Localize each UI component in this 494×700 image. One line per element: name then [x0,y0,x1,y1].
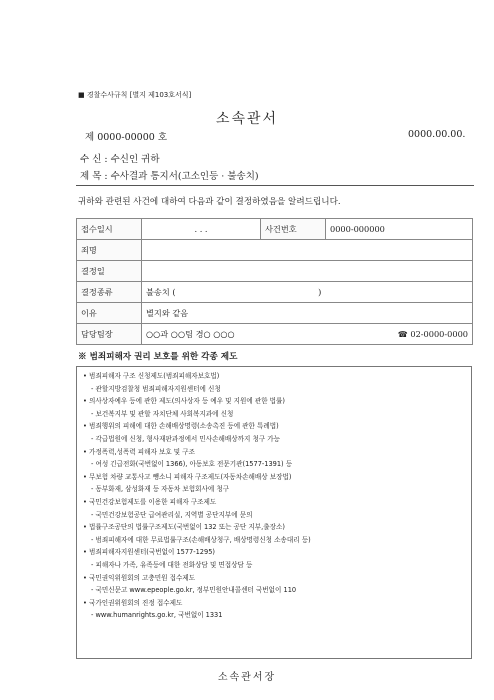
decision-type-label: 결정종류 [77,282,142,303]
form-reference: ■ 경찰수사규칙 [별지 제103호서식] [78,91,192,99]
reason-label: 이유 [77,303,142,324]
document-date: 0000.00.00. [408,129,466,140]
table-row [77,324,473,345]
list-item: • 국민권익위원회의 고충민원 접수제도 - 국민신문고 www.epeople.go.kr, 정부민원안내콜센터 국번없이 110 [83,573,297,595]
issuer-signature: 소속관서장 [217,672,277,683]
list-item: • 국가인권위원회의 진정 접수제도 - www.humanrights.go.kr, 국번없이 1331 [83,598,223,620]
officer-cell [142,324,473,345]
decision-type-cell [142,282,473,303]
decision-type-value: 불송치 ( [146,286,176,297]
list-item: • 국민건강보험제도를 이용한 피해자 구조제도 - 국민건강보험공단 급여관리실, 지역별 공단지부에 문의 [83,497,253,519]
intro-text: 귀하와 관련된 사건에 대하여 다음과 같이 결정하였음을 알려드립니다. [78,197,341,207]
charge-value [142,240,473,261]
decision-date-label: 결정일 [77,261,142,282]
table-row [77,240,473,261]
charge-label: 죄명 [77,240,142,261]
rights-box [76,366,472,659]
phone-icon: ☎ [397,329,408,339]
subject-line: 제 목 : 수사결과 통지서(고소인등 · 불송치) [80,171,259,182]
header-divider [76,185,474,186]
rights-section-title: ※ 범죄피해자 권리 보호를 위한 각종 제도 [78,352,238,362]
document-number: 제 0000-00000 호 [85,132,168,143]
case-info-table [76,218,473,345]
list-item: • 법률구조공단의 법률구조제도(국번없이 132 또는 공단 지부,출장소) - 범죄피해자에 대한 무료법률구조(손해배상청구, 배상명령신청 소송대리 등) [83,523,311,544]
table-row [77,219,473,240]
received-value: . . . [142,219,261,240]
document-title: 소속관서 [215,111,279,127]
phone-value: 02-0000-0000 [410,328,468,339]
case-number-label: 사건번호 [261,219,326,240]
table-row [77,261,473,282]
list-item: • 의사상자예우 등에 관한 제도(의사상자 등 예우 및 지원에 관한 법률) - 보건복지부 및 관할 자치단체 사회복지과에 신청 [83,397,285,418]
decision-date-value [142,261,473,282]
received-label: 접수일시 [77,219,142,240]
decision-type-close: ) [318,286,322,297]
list-item: • 범죄피해자지원센터(국번없이 1577-1295) - 피해자나 가족, 유족등에 대한 전화상담 및 면접상담 등 [83,548,253,569]
table-row [77,282,473,303]
table-row [77,303,473,324]
officer-value: ○○과 ○○팀 경○ ○○○ [146,328,235,339]
officer-label: 담당팀장 [77,324,142,345]
reason-value: 별지와 같음 [142,303,473,324]
case-number-value: 0000-000000 [326,219,473,240]
list-item: • 무보험 차량 교통사고 뺑소니 피해자 구조제도(자동차손해배상 보장법) - 동부화재, 삼성화재 등 자동차 보험회사에 청구 [83,472,292,494]
recipient-line: 수 신 : 수신인 귀하 [80,154,160,165]
list-item: • 가정폭력,성폭력 피해자 보호 및 구조 - 여성 긴급전화(국번없이 1366), 아동보호 전문기관(1577-1391) 등 [83,447,293,469]
list-item: • 범죄행위의 피해에 대한 손해배상명령(소송촉진 등에 관한 특례법) - 각급법원에 신청, 형사재판과정에서 민사손해배상까지 청구 가능 [83,422,281,443]
list-item: • 범죄피해자 구조 신청제도(범죄피해자보호법) - 관할지방검찰청 범죄피해자지원센터에 신청 [83,372,221,393]
